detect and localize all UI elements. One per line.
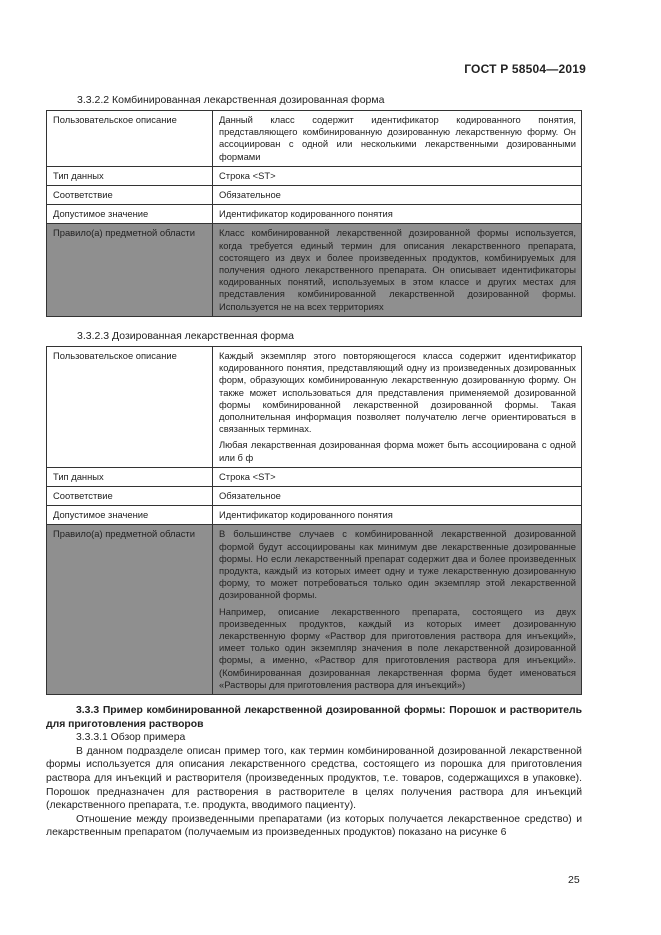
attribute-value — [213, 487, 582, 506]
attribute-name: Допустимое значение — [47, 506, 213, 525]
attribute-name: Пользовательское описание — [47, 347, 213, 468]
table-row — [47, 347, 582, 468]
attribute-name: Правило(а) предметной области — [47, 224, 213, 316]
attribute-value-paragraph: Класс комбинированной лекарственной дозированной формы используется, когда требуется единый термин для описания лекарственного препарата, состоящего из двух и более произведенных продуктов, комбинируемых для получения одного лекарственного препарата. Он описывает идентификаторы кодированных понятий, используемых в этом классе и других местах для представления комбинированной лекарственной дозированной формы. Используется не на всех территориях — [219, 227, 576, 312]
attribute-table-combined-dose-form — [46, 110, 582, 317]
section-heading-example: 3.3.3 Пример комбинированной лекарственной дозированной формы: Порошок и растворитель для приготовления растворов — [46, 705, 582, 730]
attribute-value — [213, 111, 582, 167]
attribute-name: Правило(а) предметной области — [47, 525, 213, 695]
page-number: 25 — [568, 874, 580, 886]
subsection-heading-overview: 3.3.3.1 Обзор примера — [76, 732, 186, 744]
table-row — [47, 525, 582, 695]
attribute-name: Тип данных — [47, 166, 213, 185]
section-body — [46, 704, 582, 840]
attribute-value-paragraph: Идентификатор кодированного понятия — [219, 509, 393, 521]
attribute-value-paragraph: Обязательное — [219, 189, 281, 201]
attribute-name: Соответствие — [47, 186, 213, 205]
table-row — [47, 467, 582, 486]
attribute-value — [213, 224, 582, 316]
attribute-name: Пользовательское описание — [47, 111, 213, 167]
attribute-table-dose-form — [46, 346, 582, 695]
table-row — [47, 205, 582, 224]
table-row — [47, 111, 582, 167]
attribute-value-paragraph: Данный класс содержит идентификатор кодированного понятия, представляющего комбинированную дозированную лекарственную форму. Он ассоциирован с одной или несколькими лекарственными дозированными формами — [219, 114, 576, 162]
table-row — [47, 224, 582, 316]
attribute-name: Допустимое значение — [47, 205, 213, 224]
attribute-value — [213, 467, 582, 486]
attribute-value — [213, 525, 582, 695]
attribute-value — [213, 186, 582, 205]
attribute-value-paragraph: Строка <ST> — [219, 470, 276, 482]
document-standard-number: ГОСТ Р 58504—2019 — [464, 62, 586, 76]
attribute-value-paragraph: В большинстве случаев с комбинированной лекарственной дозированной формой будут ассоциированы как минимум две лекарственные дозированные формы. Но если лекарственный препарат содержит два и более произведенных продукта, каждый из которых имеет одну и туже лекарственную дозированную форму, то может потребоваться только один экземпляр этой лекарственной дозированной формы. — [219, 528, 576, 601]
attribute-value-paragraph: Например, описание лекарственного препарата, состоящего из двух произведенных продуктов, каждый из которых имеет дозированную лекарственную форму «Раствор для приготовления раствора для инъекций», имеет только один экземпляр значения в поле лекарственной дозированной формы, а именно, «Раствор для приготовления раствора для инъекций». (Комбинированная дозированная лекарственная форма будет именоваться «Растворы для приготовления раствора для инъекций») — [219, 605, 576, 690]
table-row — [47, 166, 582, 185]
attribute-value — [213, 166, 582, 185]
attribute-value-paragraph: Обязательное — [219, 490, 281, 502]
attribute-value-paragraph: Каждый экземпляр этого повторяющегося класса содержит идентификатор кодированного понятия, представляющий одну из произведенных дозированных форм, образующих комбинированную лекарственную дозированную форму. Он также может использоваться для представления применяемой дозированной формы комбинированной лекарственной дозированной формы. Такая дополнительная информация позволяет получателю легче ориентироваться в связанных терминах. — [219, 350, 576, 435]
section-title-dose-form: 3.3.2.3 Дозированная лекарственная форма — [77, 330, 294, 342]
attribute-name: Тип данных — [47, 467, 213, 486]
attribute-name: Соответствие — [47, 487, 213, 506]
attribute-value — [213, 205, 582, 224]
section-title-combined-dose-form: 3.3.2.2 Комбинированная лекарственная дозированная форма — [77, 94, 385, 106]
paragraph-relationship: Отношение между произведенными препаратами (из которых получается лекарственное средство) и лекарственным препаратом (получаемым из произведенных продуктов) показано на рисунке 6 — [46, 813, 582, 839]
table-row — [47, 506, 582, 525]
attribute-value — [213, 347, 582, 468]
paragraph-overview: В данном подразделе описан пример того, как термин комбинированной дозированной лекарственной формы используется для описания лекарственного средства, состоящего из порошка для приготовления раствора для инъекций и растворителя (произведенных продуктов, т.е. товаров, содержащихся в упаковке). Порошок предназначен для растворения в растворителе в целях получения раствора для инъекций (лекарственного препарата, т.е. продукта, вводимого пациенту). — [46, 745, 582, 812]
attribute-value-paragraph: Любая лекарственная дозированная форма может быть ассоциирована с одной или б ф — [219, 439, 576, 463]
table-row — [47, 487, 582, 506]
attribute-value-paragraph: Идентификатор кодированного понятия — [219, 208, 393, 220]
attribute-value-paragraph: Строка <ST> — [219, 169, 276, 181]
table-row — [47, 186, 582, 205]
attribute-value — [213, 506, 582, 525]
